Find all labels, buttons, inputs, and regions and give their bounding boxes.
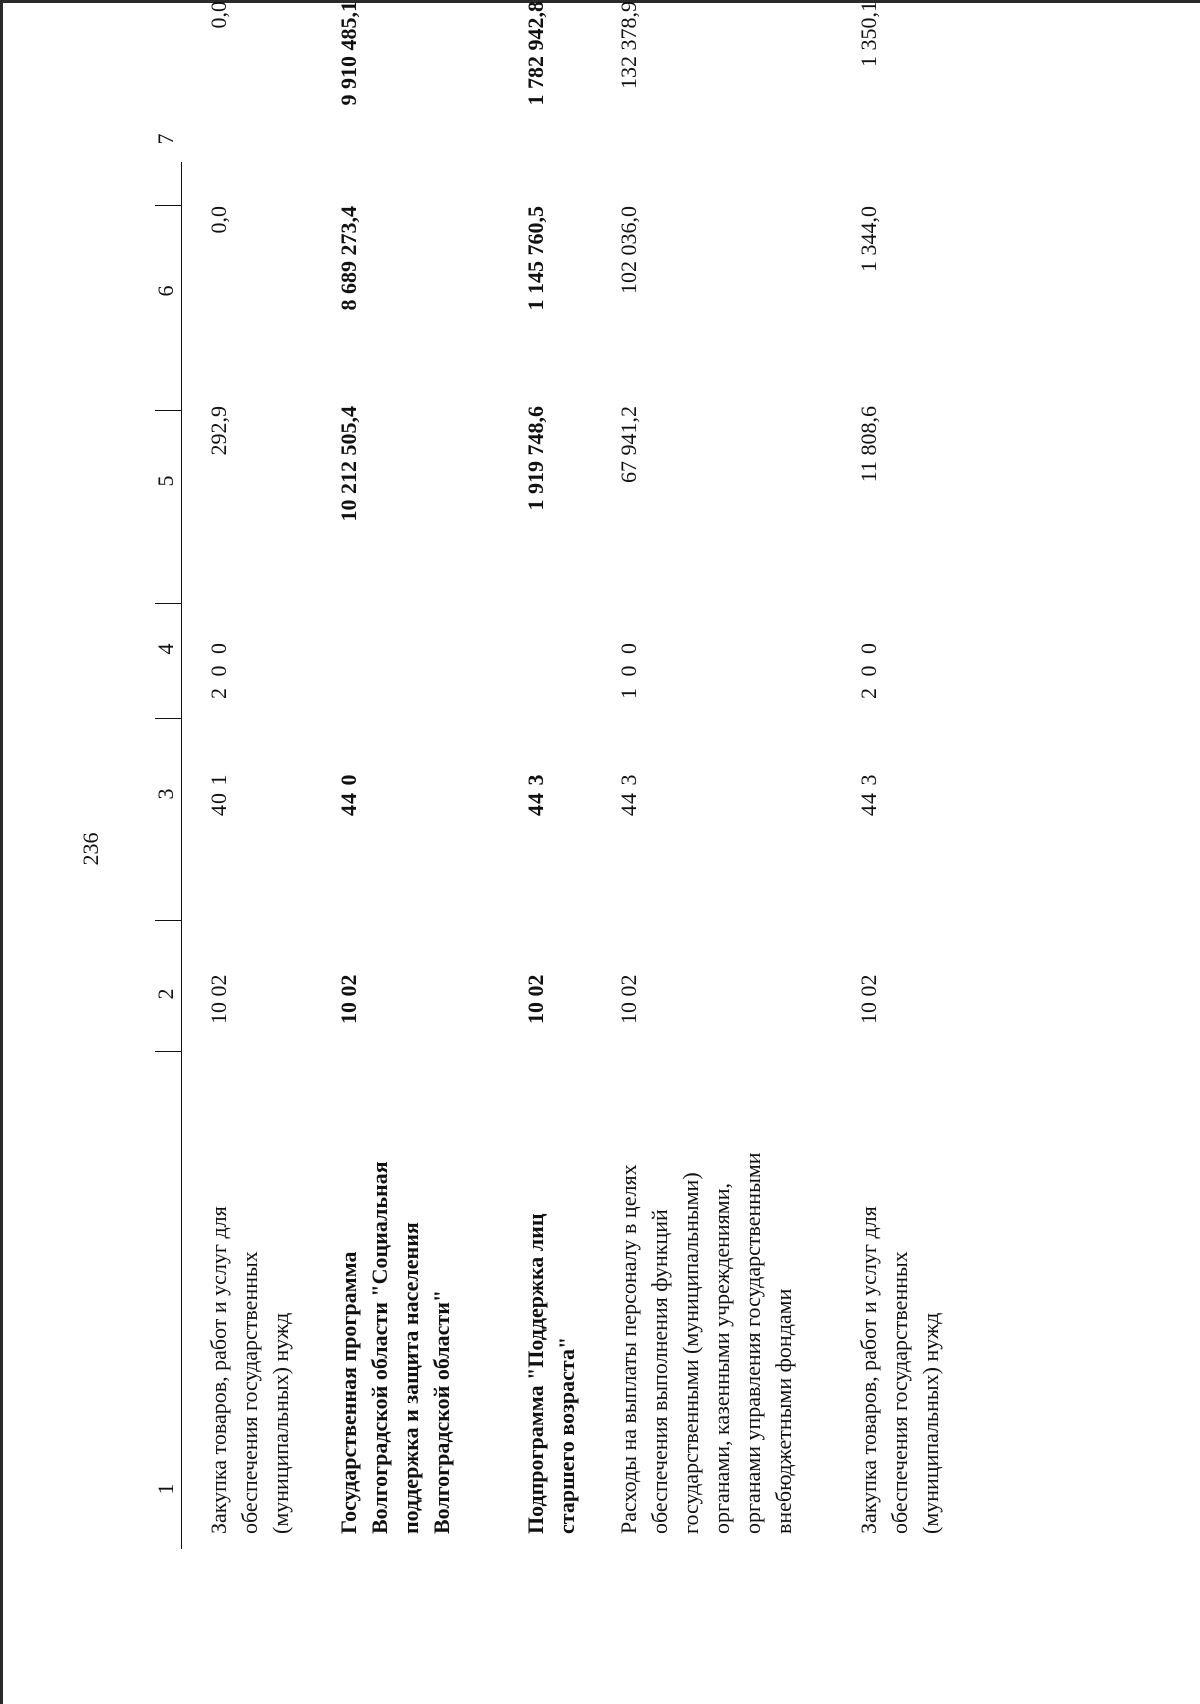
column-header-1: 1 — [153, 1483, 178, 1495]
header-rule — [181, 162, 182, 1549]
cell-col-4: 1 0 0 — [616, 640, 641, 699]
row-description: Закупка товаров, работ и услуг для обеспечения государственных (муниципальных) нужд — [206, 1206, 293, 1534]
cell-col-2: 10 02 — [206, 974, 231, 1024]
cell-col-5: 67 941,2 — [616, 406, 641, 483]
column-header-3: 3 — [153, 788, 178, 800]
row-description: Подпрограмма "Поддержка лиц старшего возраста" — [523, 1213, 579, 1534]
header-divider — [155, 920, 181, 921]
column-header-2: 2 — [153, 988, 178, 1000]
cell-col-6: 1 145 760,5 — [523, 206, 548, 311]
cell-col-6: 1 344,0 — [856, 206, 881, 272]
row-description: Закупка товаров, работ и услуг для обеспечения государственных (муниципальных) нужд — [856, 1206, 943, 1534]
column-header-4: 4 — [153, 643, 178, 655]
cell-col-3: 44 0 — [336, 773, 361, 816]
header-divider — [155, 718, 181, 719]
cell-col-7: 1 782 942,8 — [523, 1, 548, 106]
cell-col-2: 10 02 — [523, 974, 548, 1024]
cell-col-3: 44 3 — [616, 773, 641, 816]
cell-col-6: 102 036,0 — [616, 206, 641, 294]
row-description: Государственная программа Волгоградской области "Социальная поддержка и защита населения Волгоградской области" — [336, 1161, 454, 1534]
cell-col-5: 1 919 748,6 — [523, 406, 548, 511]
header-divider — [155, 603, 181, 604]
cell-col-6: 8 689 273,4 — [336, 206, 361, 311]
page-number: 236 — [78, 832, 103, 866]
column-header-7: 7 — [153, 133, 178, 145]
header-divider — [155, 205, 181, 206]
cell-col-6: 0,0 — [206, 206, 231, 234]
row-description: Расходы на выплаты персоналу в целях обеспечения выполнения функций государственными (муниципальными) органами, казенными учреждениями, органами управления государственными внебюджетными фондами — [616, 1152, 796, 1534]
cell-col-7: 1 350,1 — [856, 1, 881, 67]
cell-col-5: 10 212 505,4 — [336, 406, 361, 522]
cell-col-4: 2 0 0 — [206, 640, 231, 699]
cell-col-3: 40 1 — [206, 773, 231, 816]
column-header-6: 6 — [153, 285, 178, 297]
cell-col-4: 2 0 0 — [856, 640, 881, 699]
cell-col-2: 10 02 — [616, 974, 641, 1024]
cell-col-3: 44 3 — [523, 773, 548, 816]
column-header-5: 5 — [153, 475, 178, 487]
header-divider — [155, 1051, 181, 1052]
cell-col-7: 132 378,9 — [616, 1, 641, 89]
cell-col-5: 11 808,6 — [856, 406, 881, 483]
cell-col-7: 0,0 — [206, 1, 231, 29]
cell-col-5: 292,9 — [206, 406, 231, 456]
cell-col-2: 10 02 — [336, 974, 361, 1024]
cell-col-3: 44 3 — [856, 773, 881, 816]
cell-col-2: 10 02 — [856, 974, 881, 1024]
cell-col-7: 9 910 485,1 — [336, 1, 361, 106]
header-divider — [155, 410, 181, 411]
